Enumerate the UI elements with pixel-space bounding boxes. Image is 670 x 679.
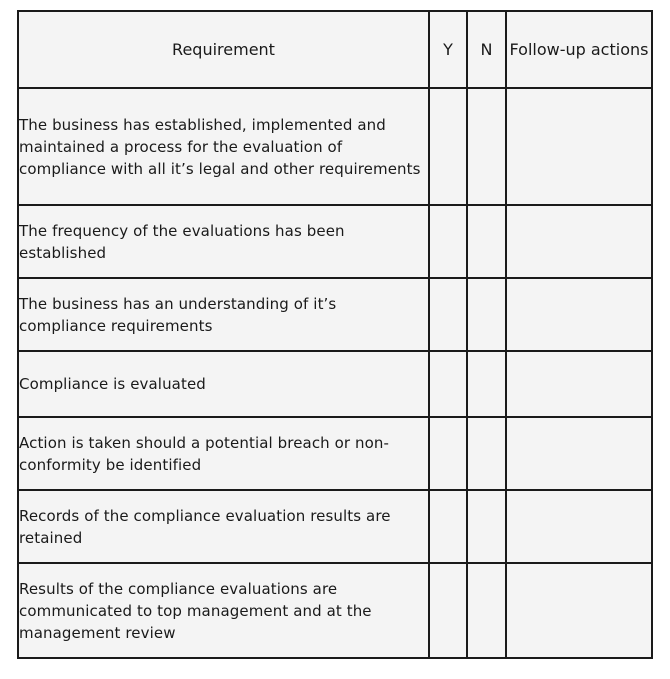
table-row [18,205,652,278]
yes-cell[interactable] [429,278,467,351]
no-header: N [467,11,506,88]
no-cell[interactable] [467,278,506,351]
requirement-cell: Compliance is evaluated [18,351,429,417]
table-row [18,278,652,351]
no-cell[interactable] [467,351,506,417]
table-row [18,417,652,490]
requirement-cell: Results of the compliance evaluations are communicated to top management and at the management review [18,563,429,658]
requirement-cell: Action is taken should a potential breach or non-conformity be identified [18,417,429,490]
table-row [18,351,652,417]
follow-up-cell[interactable] [506,417,652,490]
follow-up-header: Follow-up actions [506,11,652,88]
requirement-cell: The business has an understanding of it’s compliance requirements [18,278,429,351]
yes-cell[interactable] [429,205,467,278]
table-row [18,563,652,658]
no-cell[interactable] [467,563,506,658]
requirement-cell: The frequency of the evaluations has been established [18,205,429,278]
requirement-cell: The business has established, implemented and maintained a process for the evaluation of compliance with all it’s legal and other requirements [18,88,429,205]
yes-cell[interactable] [429,88,467,205]
no-cell[interactable] [467,205,506,278]
follow-up-cell[interactable] [506,351,652,417]
table-row [18,490,652,563]
no-cell[interactable] [467,88,506,205]
no-cell[interactable] [467,490,506,563]
requirement-header: Requirement [18,11,429,88]
follow-up-cell[interactable] [506,563,652,658]
yes-cell[interactable] [429,417,467,490]
no-cell[interactable] [467,417,506,490]
compliance-checklist-table [17,10,653,659]
yes-cell[interactable] [429,563,467,658]
yes-header: Y [429,11,467,88]
table-header-row [18,11,652,88]
table-row [18,88,652,205]
follow-up-cell[interactable] [506,278,652,351]
follow-up-cell[interactable] [506,205,652,278]
follow-up-cell[interactable] [506,88,652,205]
yes-cell[interactable] [429,351,467,417]
follow-up-cell[interactable] [506,490,652,563]
yes-cell[interactable] [429,490,467,563]
requirement-cell: Records of the compliance evaluation results are retained [18,490,429,563]
